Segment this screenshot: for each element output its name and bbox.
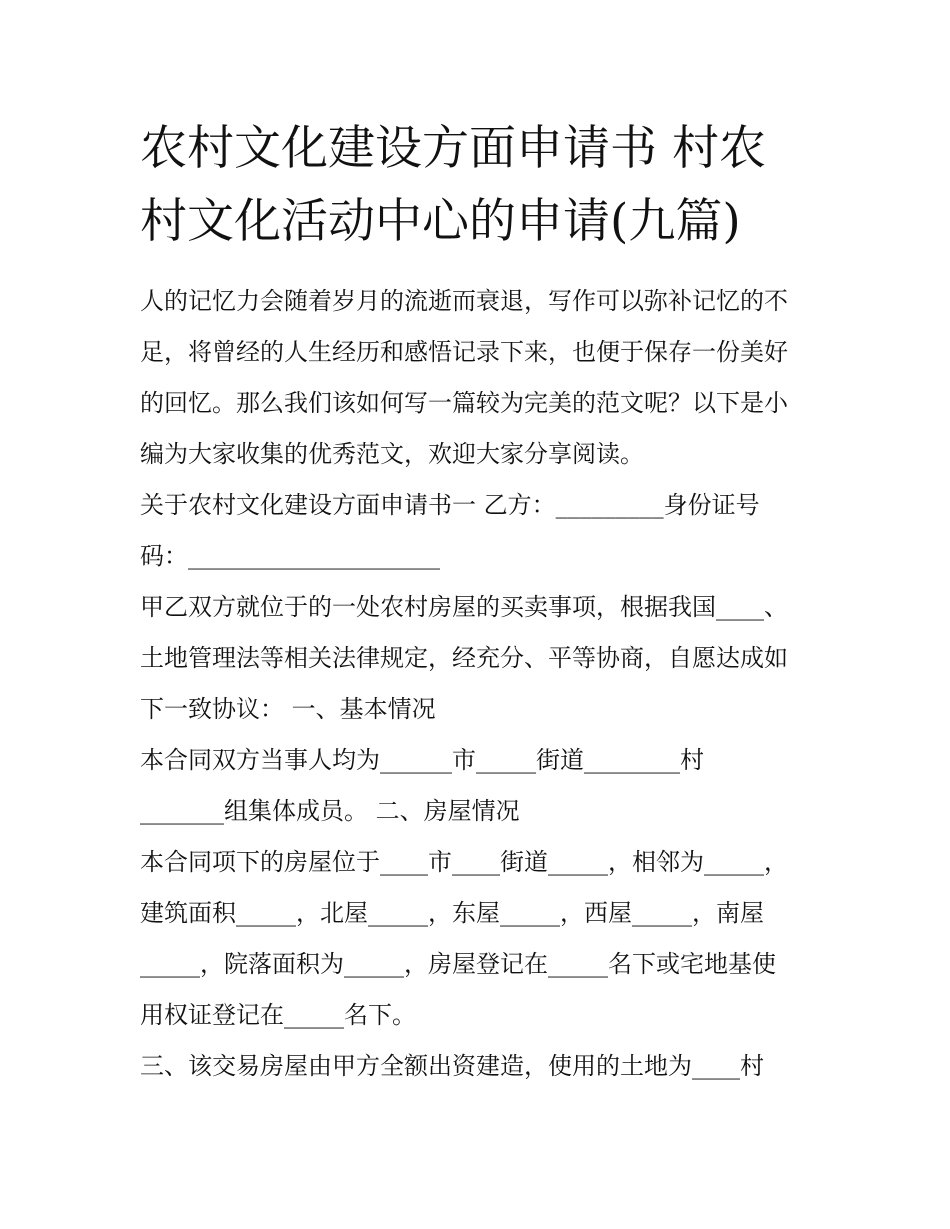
- body-line: 本合同项下的房屋位于____市____街道_____，相邻为_____，: [140, 848, 788, 876]
- body-line: 的回忆。那么我们该如何写一篇较为完美的范文呢？以下是小: [140, 389, 788, 417]
- body-line: 本合同双方当事人均为______市_____街道________村: [140, 746, 704, 774]
- body-line: 建筑面积_____，北屋_____，东屋_____，西屋_____，南屋: [140, 899, 764, 927]
- body-line: _____，院落面积为_____，房屋登记在_____名下或宅地基使: [140, 950, 776, 978]
- title-line: 村文化活动中心的申请(九篇): [140, 194, 741, 249]
- title-line: 农村文化建设方面申请书 村农: [140, 121, 766, 176]
- document-content: [140, 112, 816, 1092]
- body-line: 用权证登记在_____名下。: [140, 1001, 416, 1029]
- body-line: 码：_____________________: [140, 542, 440, 570]
- body-line: 足，将曾经的人生经历和感悟记录下来，也便于保存一份美好: [140, 338, 788, 366]
- body-line: 下一致协议： 一、基本情况: [140, 695, 436, 723]
- document-body: [140, 276, 816, 1092]
- body-line: 关于农村文化建设方面申请书一 乙方：_________身份证号: [140, 491, 760, 519]
- body-line: 三、该交易房屋由甲方全额出资建造，使用的土地为____村: [140, 1052, 764, 1080]
- body-line: 甲乙双方就位于的一处农村房屋的买卖事项，根据我国____、: [140, 593, 788, 621]
- body-line: 土地管理法等相关法律规定，经充分、平等协商，自愿达成如: [140, 644, 788, 672]
- body-line: 人的记忆力会随着岁月的流逝而衰退，写作可以弥补记忆的不: [140, 287, 788, 315]
- document-title: [140, 112, 816, 258]
- body-line: _______组集体成员。 二、房屋情况: [140, 797, 520, 825]
- body-line: 编为大家收集的优秀范文，欢迎大家分享阅读。: [140, 440, 644, 468]
